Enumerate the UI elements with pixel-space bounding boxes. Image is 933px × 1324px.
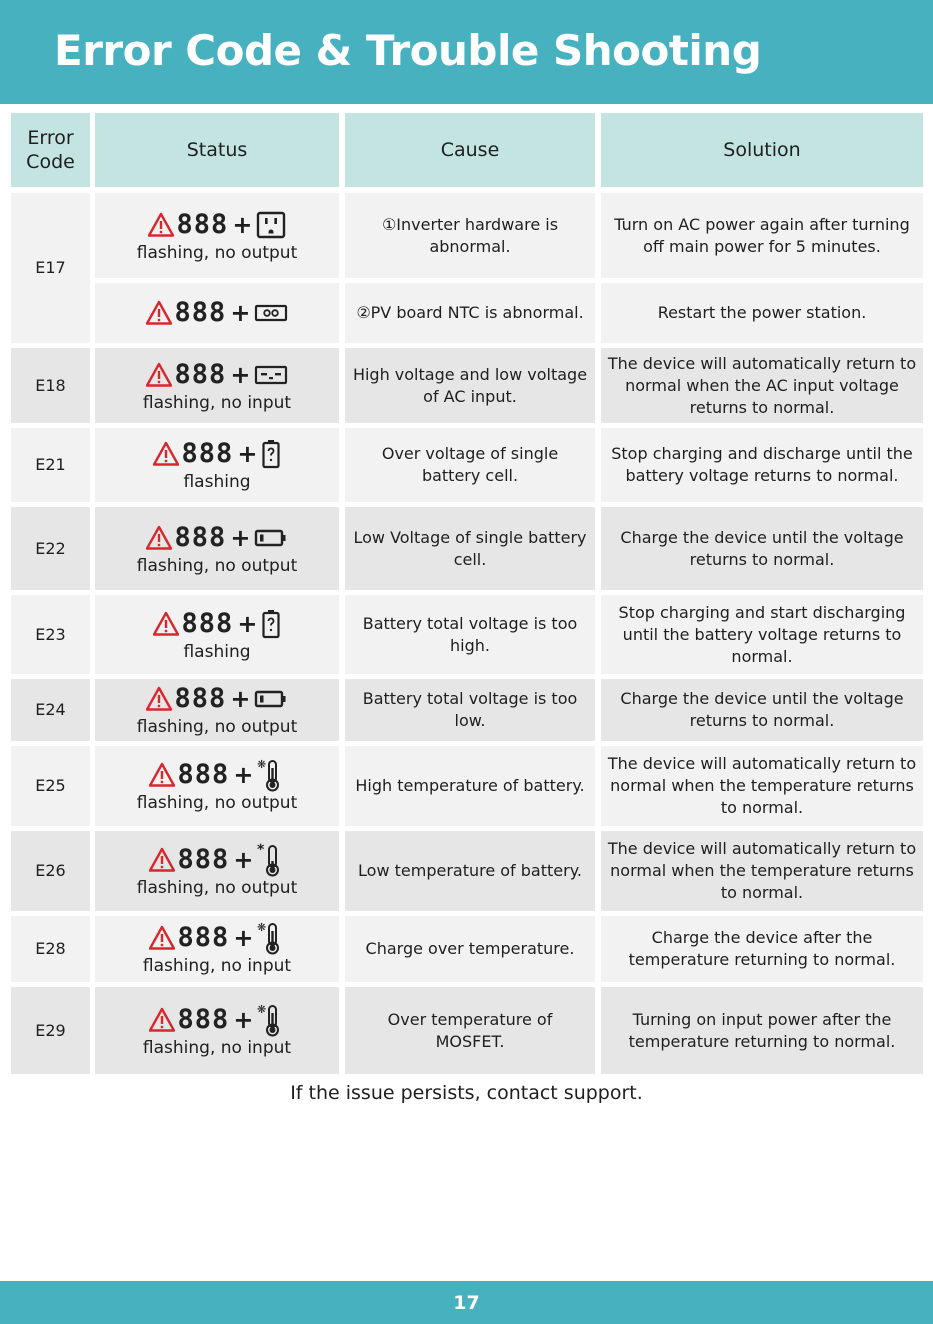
status-display — [153, 607, 282, 641]
solution-cell: Charge the device after the temperature returning to normal. — [601, 916, 923, 982]
cause-cell: Battery total voltage is too high. — [345, 595, 595, 674]
status-text: flashing — [183, 472, 251, 492]
warning-icon — [146, 686, 172, 712]
status-text: flashing, no output — [136, 717, 298, 737]
cause-cell: ②PV board NTC is abnormal. — [345, 283, 595, 343]
plus-sign: + — [230, 299, 251, 327]
solution-cell: Charge the device until the voltage returns to normal. — [601, 679, 923, 741]
status-display — [149, 1003, 286, 1037]
svg-text:*: * — [257, 843, 265, 858]
status-text: flashing, no output — [136, 555, 298, 576]
solution-cell: The device will automatically return to normal when the AC input voltage returns to normal. — [601, 348, 923, 423]
solution-cell: The device will automatically return to normal when the temperature returns to normal. — [601, 831, 923, 911]
plus-sign: + — [233, 924, 254, 952]
solution-cell: The device will automatically return to normal when the temperature returns to normal. — [601, 746, 923, 826]
error-code-cell: E21 — [11, 428, 90, 502]
warning-icon — [153, 611, 179, 637]
cause-cell: Battery total voltage is too low. — [345, 679, 595, 741]
plus-sign: + — [233, 846, 254, 874]
error-code-cell: E17 — [11, 193, 90, 343]
pv-input-icon — [254, 303, 288, 323]
thermometer-high-icon — [257, 758, 285, 792]
status-display — [146, 521, 289, 555]
status-cell — [95, 987, 339, 1074]
warning-icon — [149, 762, 175, 788]
status-cell — [95, 283, 339, 343]
lcd-digits: 888 — [181, 438, 234, 469]
warning-icon — [146, 300, 172, 326]
header-solution: Solution — [601, 113, 923, 187]
lcd-digits: 888 — [174, 683, 227, 714]
status-cell — [95, 348, 339, 423]
warning-icon — [149, 925, 175, 951]
page-footer — [0, 1281, 933, 1324]
status-cell — [95, 916, 339, 982]
status-text: flashing, no output — [136, 242, 298, 263]
status-cell — [95, 507, 339, 590]
status-cell — [95, 831, 339, 911]
solution-cell: Turning on input power after the temperature returning to normal. — [601, 987, 923, 1074]
header-error-code: Error Code — [11, 113, 90, 187]
status-display — [148, 208, 287, 242]
cause-cell: Low temperature of battery. — [345, 831, 595, 911]
solution-cell: Restart the power station. — [601, 283, 923, 343]
status-text: flashing — [183, 641, 251, 662]
error-code-cell: E23 — [11, 595, 90, 674]
thermometer-low-icon — [257, 843, 285, 877]
plus-sign: + — [233, 761, 254, 789]
error-code-cell: E25 — [11, 746, 90, 826]
lcd-digits: 888 — [177, 1003, 230, 1035]
footer-note: If the issue persists, contact support. — [290, 1082, 643, 1104]
status-cell — [95, 595, 339, 674]
lcd-digits: 888 — [177, 922, 230, 953]
plus-sign: + — [233, 1005, 254, 1034]
cause-cell: Over voltage of single battery cell. — [345, 428, 595, 502]
error-code-cell: E28 — [11, 916, 90, 982]
cause-cell: Over temperature of MOSFET. — [345, 987, 595, 1074]
battery-low-icon — [254, 528, 288, 548]
page-title: Error Code & Trouble Shooting — [54, 26, 762, 75]
warning-icon — [146, 362, 172, 388]
page-header — [0, 0, 933, 104]
cause-cell: High temperature of battery. — [345, 746, 595, 826]
plus-sign: + — [230, 360, 251, 389]
ac-input-icon — [254, 364, 288, 386]
page-number: 17 — [453, 1292, 480, 1314]
status-text: flashing, no input — [142, 392, 292, 413]
error-code-cell: E24 — [11, 679, 90, 741]
error-code-cell: E18 — [11, 348, 90, 423]
header-cause: Cause — [345, 113, 595, 187]
warning-icon — [146, 525, 172, 551]
status-display — [149, 921, 286, 955]
status-display — [149, 843, 286, 877]
status-cell — [95, 193, 339, 278]
header-status: Status — [95, 113, 339, 187]
warning-icon — [148, 212, 174, 238]
cause-cell: High voltage and low voltage of AC input. — [345, 348, 595, 423]
status-display — [153, 437, 282, 471]
plus-sign: + — [237, 609, 258, 638]
thermometer-high-icon — [257, 921, 285, 955]
warning-icon — [149, 1007, 175, 1033]
battery-full-icon — [261, 609, 281, 639]
status-text: flashing, no input — [142, 1037, 292, 1058]
status-display — [146, 296, 289, 330]
battery-full-icon — [261, 439, 281, 469]
plus-sign: + — [232, 210, 253, 239]
cause-cell: Charge over temperature. — [345, 916, 595, 982]
status-text: flashing, no input — [142, 956, 292, 976]
plus-sign: + — [230, 523, 251, 552]
status-display — [149, 758, 286, 792]
svg-text:❋: ❋ — [257, 1002, 267, 1016]
cause-cell: Low Voltage of single battery cell. — [345, 507, 595, 590]
solution-cell: Stop charging and start discharging until the battery voltage returns to normal. — [601, 595, 923, 674]
lcd-digits: 888 — [174, 521, 227, 553]
error-code-cell: E29 — [11, 987, 90, 1074]
lcd-digits: 888 — [176, 208, 229, 240]
error-code-cell: E26 — [11, 831, 90, 911]
warning-icon — [153, 441, 179, 467]
status-display — [146, 682, 289, 716]
lcd-digits: 888 — [177, 844, 230, 875]
plus-sign: + — [237, 440, 258, 468]
status-text: flashing, no output — [136, 878, 298, 898]
status-cell — [95, 679, 339, 741]
lcd-digits: 888 — [174, 297, 227, 328]
status-text: flashing, no output — [136, 793, 298, 813]
error-code-cell: E22 — [11, 507, 90, 590]
lcd-digits: 888 — [181, 607, 234, 639]
solution-cell: Charge the device until the voltage returns to normal. — [601, 507, 923, 590]
lcd-digits: 888 — [177, 759, 230, 790]
ac-outlet-icon — [256, 211, 286, 239]
battery-low-icon — [254, 689, 288, 709]
solution-cell: Stop charging and discharge until the battery voltage returns to normal. — [601, 428, 923, 502]
status-display — [146, 358, 289, 392]
status-cell — [95, 746, 339, 826]
solution-cell: Turn on AC power again after turning off main power for 5 minutes. — [601, 193, 923, 278]
warning-icon — [149, 847, 175, 873]
plus-sign: + — [230, 685, 251, 713]
lcd-digits: 888 — [174, 358, 227, 390]
svg-text:❋: ❋ — [257, 921, 267, 934]
svg-text:❋: ❋ — [257, 758, 267, 771]
thermometer-high-icon — [257, 1003, 285, 1037]
cause-cell: ①Inverter hardware is abnormal. — [345, 193, 595, 278]
status-cell — [95, 428, 339, 502]
